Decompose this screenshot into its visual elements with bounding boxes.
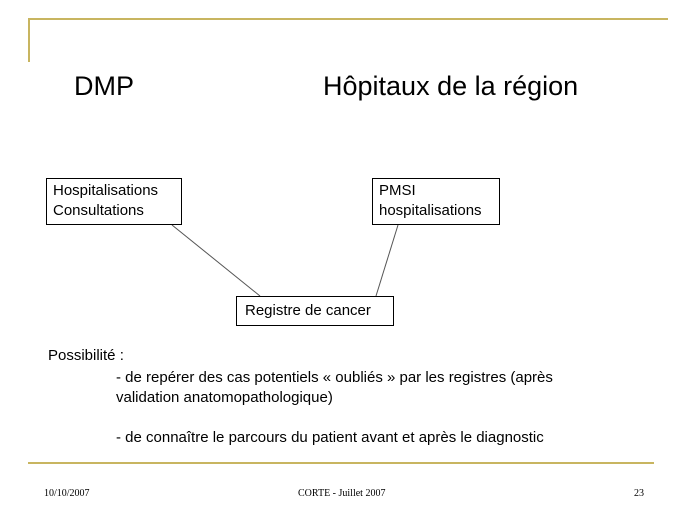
cancer-registry-box [236,296,394,326]
cancer-registry-label: Registre de cancer [245,302,371,319]
footer-page-number: 23 [634,488,644,499]
footer-event: CORTE - Juillet 2007 [298,488,386,499]
connector-hospital-to-registry [172,225,260,296]
pmsi-box-line-1: PMSI [379,182,416,199]
heading-dmp: DMP [74,71,134,101]
pmsi-box-line-2: hospitalisations [379,202,482,219]
possibility-bullet-2: - de connaître le parcours du patient avant et après le diagnostic [116,429,544,446]
footer-date: 10/10/2007 [44,488,90,499]
possibility-title: Possibilité : [48,347,124,364]
possibility-bullet-1-line-2: validation anatomopathologique) [116,389,333,406]
pmsi-box [372,178,500,225]
heading-hospitals: Hôpitaux de la région [323,71,579,101]
bottom-rule [28,462,654,464]
connector-pmsi-to-registry [376,225,398,296]
hospital-box-line-2: Consultations [53,202,144,219]
possibility-bullet-1-line-1: - de repérer des cas potentiels « oubliés » par les registres (après [116,369,553,386]
hospital-consultation-box [46,178,182,225]
hospital-box-line-1: Hospitalisations [53,182,159,199]
